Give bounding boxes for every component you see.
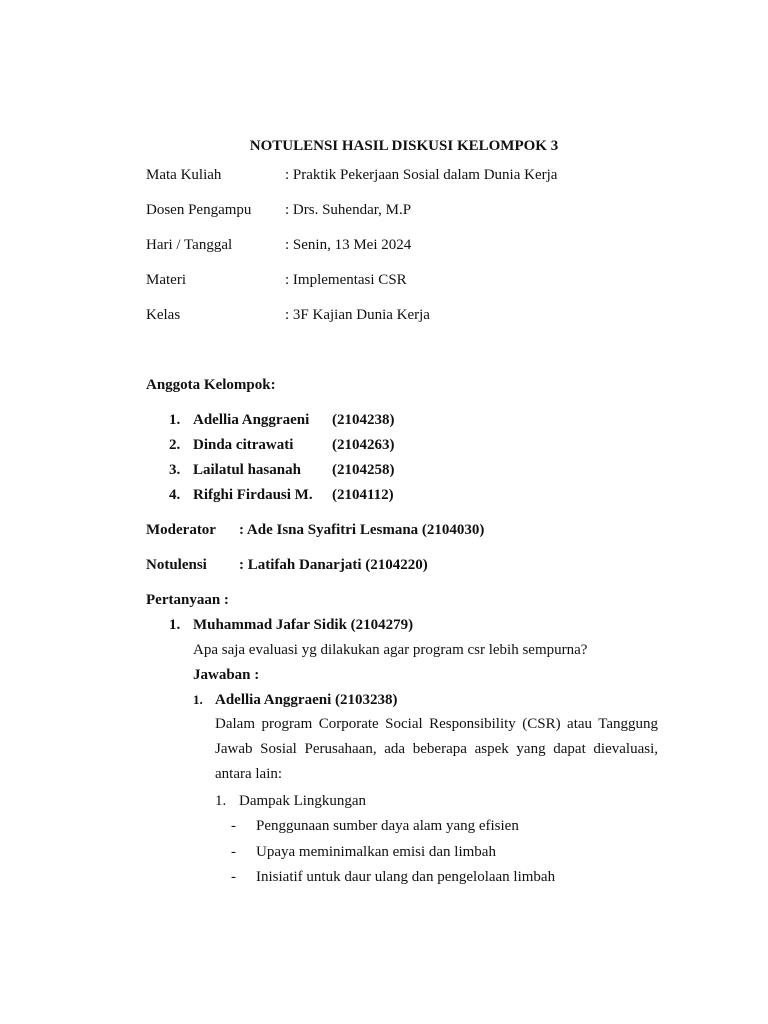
info-value-materi: : Implementasi CSR [285, 272, 407, 288]
member-name: Adellia Anggraeni [193, 412, 310, 428]
moderator-value: : Ade Isna Syafitri Lesmana (2104030) [239, 522, 485, 538]
member-number: 1. [169, 412, 181, 428]
question-asker: Muhammad Jafar Sidik (2104279) [193, 617, 414, 633]
bullet-dash: - [231, 818, 236, 834]
bullet-dash: - [231, 869, 236, 885]
member-name: Dinda citrawati [193, 437, 294, 453]
questions-heading: Pertanyaan : [146, 592, 229, 608]
question-text: Apa saja evaluasi yg dilakukan agar program csr lebih sempurna? [193, 642, 588, 658]
member-nim: (2104238) [332, 412, 395, 428]
member-nim: (2104112) [332, 487, 394, 503]
member-nim: (2104258) [332, 462, 395, 478]
bullet-item: Upaya meminimalkan emisi dan limbah [256, 844, 496, 860]
document-title: NOTULENSI HASIL DISKUSI KELOMPOK 3 [249, 138, 559, 154]
info-value-mata-kuliah: : Praktik Pekerjaan Sosial dalam Dunia Kerja [285, 167, 558, 183]
info-value-dosen: : Drs. Suhendar, M.P [285, 202, 412, 218]
answer-number: 1. [193, 692, 203, 707]
answer-responder: Adellia Anggraeni (2103238) [215, 692, 398, 708]
bullet-item: Penggunaan sumber daya alam yang efisien [256, 818, 519, 834]
answer-heading: Jawaban : [193, 667, 260, 683]
info-label-dosen: Dosen Pengampu [146, 202, 252, 218]
member-number: 2. [169, 437, 181, 453]
info-label-materi: Materi [146, 272, 186, 288]
member-number: 3. [169, 462, 181, 478]
info-label-mata-kuliah: Mata Kuliah [146, 167, 222, 183]
answer-paragraph: Dalam program Corporate Social Responsibility (CSR) atau Tanggung Jawab Sosial Perusahaan, ada beberapa aspek yang dapat dievaluasi, antara lain: [215, 716, 658, 782]
bullet-dash: - [231, 844, 236, 860]
moderator-label: Moderator [146, 522, 216, 538]
info-value-kelas: : 3F Kajian Dunia Kerja [285, 307, 430, 323]
member-name: Lailatul hasanah [193, 462, 301, 478]
member-number: 4. [169, 487, 181, 503]
info-value-tanggal: : Senin, 13 Mei 2024 [285, 237, 412, 253]
notulensi-label: Notulensi [146, 557, 207, 573]
members-heading: Anggota Kelompok: [146, 377, 276, 393]
info-label-kelas: Kelas [146, 307, 181, 323]
member-name: Rifghi Firdausi M. [193, 487, 313, 503]
info-label-tanggal: Hari / Tanggal [146, 237, 233, 253]
bullet-item: Inisiatif untuk daur ulang dan pengelolaan limbah [256, 869, 556, 885]
question-number: 1. [169, 617, 181, 633]
point-number: 1. [215, 793, 227, 809]
notulensi-value: : Latifah Danarjati (2104220) [239, 557, 428, 573]
member-nim: (2104263) [332, 437, 395, 453]
point-title: Dampak Lingkungan [239, 793, 367, 809]
